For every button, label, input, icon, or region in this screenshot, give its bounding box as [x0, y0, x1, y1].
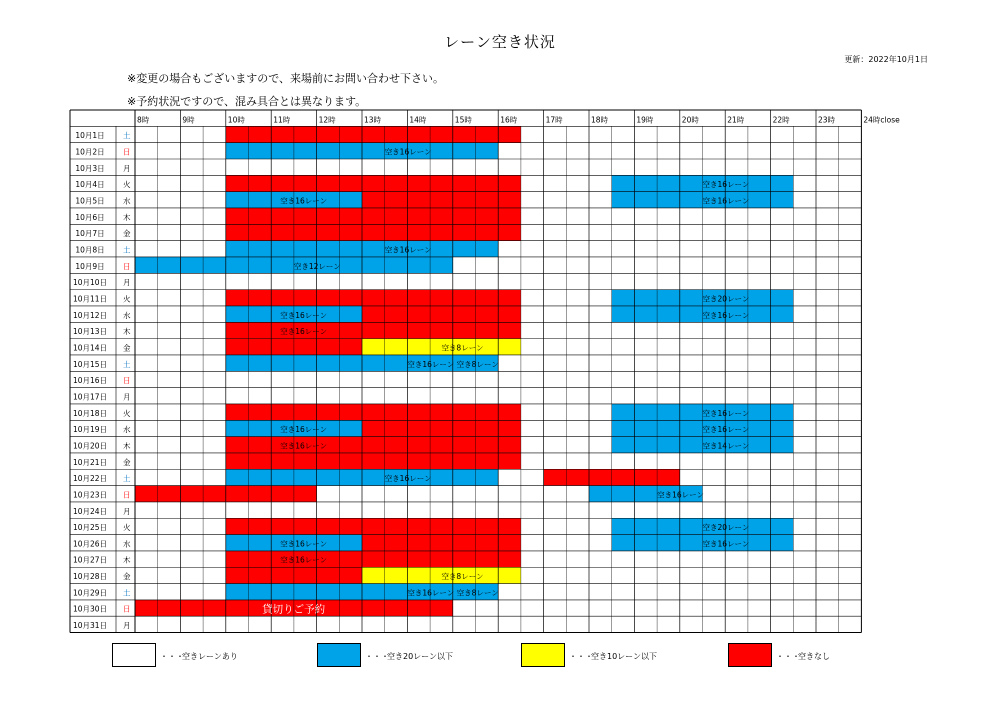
block-label: 空き16レーン — [280, 441, 328, 451]
hour-label: 13時 — [364, 115, 382, 125]
block-label: 空き16レーン — [280, 310, 328, 320]
day-date: 10月4日 — [75, 180, 105, 190]
block-label: 空き16レーン — [384, 474, 432, 484]
notice-reservation: ※予約状況ですので、混み具合とは異なります。 — [127, 95, 367, 108]
hour-label: 23時 — [818, 115, 836, 125]
hour-label: 21時 — [727, 115, 745, 125]
reservation-block — [226, 404, 521, 420]
day-weekday: 水 — [123, 196, 131, 206]
block-label: 空き14レーン — [702, 441, 750, 451]
block-label: 空き16レーン — [702, 425, 750, 435]
legend-swatch-red — [728, 643, 772, 667]
day-weekday: 火 — [123, 180, 131, 190]
block-label: 空き16レーン — [702, 408, 750, 418]
day-weekday: 日 — [123, 376, 131, 386]
day-weekday: 日 — [123, 604, 131, 614]
block-label: 空き16レーン — [280, 539, 328, 549]
notice-change: ※変更の場合もございますので、来場前にお問い合わせ下さい。 — [127, 72, 444, 85]
day-date: 10月31日 — [72, 621, 108, 631]
day-date: 10月12日 — [72, 310, 108, 320]
reservation-block — [226, 453, 521, 469]
block-label: 空き16レーン — [384, 245, 432, 255]
day-weekday: 月 — [123, 506, 131, 516]
legend-swatch-blue — [317, 643, 361, 667]
day-date: 10月6日 — [75, 212, 105, 222]
reservation-block — [362, 420, 521, 436]
block-label: 空き16レーン — [280, 327, 328, 337]
day-weekday: 金 — [123, 572, 131, 582]
hour-label: 10時 — [227, 115, 245, 125]
block-label: 空き16レーン — [280, 196, 328, 206]
hour-label: 19時 — [636, 115, 654, 125]
day-date: 10月8日 — [75, 245, 105, 255]
day-weekday: 木 — [123, 555, 131, 565]
day-weekday: 土 — [123, 359, 131, 369]
block-label: 空き20レーン — [702, 294, 750, 304]
day-weekday: 火 — [123, 523, 131, 533]
block-label: 空き16レーン — [702, 180, 750, 190]
hour-label: 16時 — [500, 115, 518, 125]
day-weekday: 水 — [123, 539, 131, 549]
day-weekday: 火 — [123, 408, 131, 418]
reservation-block — [226, 175, 521, 191]
day-date: 10月1日 — [75, 131, 105, 141]
reservation-block — [362, 535, 521, 551]
day-date: 10月25日 — [72, 523, 108, 533]
day-date: 10月17日 — [72, 392, 108, 402]
day-date: 10月26日 — [72, 539, 108, 549]
block-label: 空き16レーン — [280, 555, 328, 565]
reservation-block — [226, 322, 521, 338]
day-date: 10月30日 — [72, 604, 108, 614]
day-weekday: 火 — [123, 294, 131, 304]
hour-label: 12時 — [318, 115, 336, 125]
day-weekday: 土 — [123, 245, 131, 255]
reservation-block — [226, 224, 521, 240]
day-date: 10月2日 — [75, 147, 105, 157]
day-date: 10月15日 — [72, 359, 108, 369]
day-weekday: 金 — [123, 229, 131, 239]
day-date: 10月19日 — [72, 425, 108, 435]
hour-label: 9時 — [182, 115, 195, 125]
page-title: レーン空き状況 — [444, 33, 556, 51]
day-weekday: 月 — [123, 392, 131, 402]
day-weekday: 日 — [123, 261, 131, 271]
reservation-block — [226, 551, 521, 567]
legend-dots: ・・・ — [569, 652, 593, 661]
day-date: 10月18日 — [72, 408, 108, 418]
block-label: 空き12レーン — [293, 261, 341, 271]
day-date: 10月27日 — [72, 555, 108, 565]
day-date: 10月24日 — [72, 506, 108, 516]
reservation-block — [226, 290, 521, 306]
block-label: 空き16レーン — [384, 147, 432, 157]
hour-label: 17時 — [545, 115, 563, 125]
block-label: 空き8レーン — [441, 343, 484, 353]
day-date: 10月20日 — [72, 441, 108, 451]
day-weekday: 金 — [123, 343, 131, 353]
reservation-block — [226, 208, 521, 224]
block-label: 空き20レーン — [702, 523, 750, 533]
block-label: 空き16レーン — [702, 310, 750, 320]
block-label: 空き16レーン — [702, 539, 750, 549]
day-weekday: 水 — [123, 310, 131, 320]
block-label: 空き16レーン 空き8レーン — [407, 588, 499, 598]
day-date: 10月16日 — [72, 376, 108, 386]
day-weekday: 木 — [123, 212, 131, 222]
legend-label: 空きなし — [798, 652, 830, 661]
updated-date: 更新：2022年10月1日 — [844, 55, 928, 64]
reservation-block — [362, 192, 521, 208]
hour-label: 18時 — [591, 115, 609, 125]
hour-label: 15時 — [454, 115, 472, 125]
hour-label: 20時 — [681, 115, 699, 125]
day-weekday: 土 — [123, 474, 131, 484]
day-date: 10月29日 — [72, 588, 108, 598]
legend-swatch-yellow — [521, 643, 565, 667]
day-weekday: 日 — [123, 490, 131, 500]
day-weekday: 月 — [123, 278, 131, 288]
block-label: 空き16レーン 空き8レーン — [407, 359, 499, 369]
block-label: 空き16レーン — [657, 490, 705, 500]
day-weekday: 木 — [123, 327, 131, 337]
block-label: 空き8レーン — [441, 572, 484, 582]
day-date: 10月9日 — [75, 261, 105, 271]
day-weekday: 日 — [123, 147, 131, 157]
legend-label: 空きレーンあり — [182, 652, 238, 661]
block-label: 空き16レーン — [702, 196, 750, 206]
day-date: 10月14日 — [72, 343, 108, 353]
legend-label: 空き20レーン以下 — [387, 652, 454, 661]
reservation-block — [226, 518, 521, 534]
hour-label: 24時close — [863, 115, 900, 125]
reservation-block — [362, 306, 521, 322]
day-date: 10月21日 — [72, 457, 108, 467]
day-date: 10月10日 — [72, 278, 108, 288]
hour-label: 22時 — [772, 115, 790, 125]
day-weekday: 月 — [123, 621, 131, 631]
hour-label: 11時 — [273, 115, 291, 125]
legend-swatch-white — [112, 643, 156, 667]
day-date: 10月28日 — [72, 572, 108, 582]
day-date: 10月13日 — [72, 327, 108, 337]
day-date: 10月11日 — [72, 294, 108, 304]
reservation-block — [226, 437, 521, 453]
day-weekday: 水 — [123, 425, 131, 435]
day-date: 10月5日 — [75, 196, 105, 206]
day-weekday: 土 — [123, 588, 131, 598]
day-weekday: 木 — [123, 441, 131, 451]
day-date: 10月7日 — [75, 229, 105, 239]
hour-label: 14時 — [409, 115, 427, 125]
legend-dots: ・・・ — [365, 652, 389, 661]
hour-label: 8時 — [137, 115, 150, 125]
reservation-block — [226, 126, 521, 142]
day-weekday: 金 — [123, 457, 131, 467]
legend-dots: ・・・ — [776, 652, 800, 661]
day-weekday: 月 — [123, 163, 131, 173]
block-label: 貸切りご予約 — [262, 603, 326, 616]
day-weekday: 土 — [123, 131, 131, 141]
block-label: 空き16レーン — [280, 425, 328, 435]
day-date: 10月22日 — [72, 474, 108, 484]
legend-dots: ・・・ — [160, 652, 184, 661]
day-date: 10月23日 — [72, 490, 108, 500]
day-date: 10月3日 — [75, 163, 105, 173]
legend-label: 空き10レーン以下 — [591, 652, 658, 661]
